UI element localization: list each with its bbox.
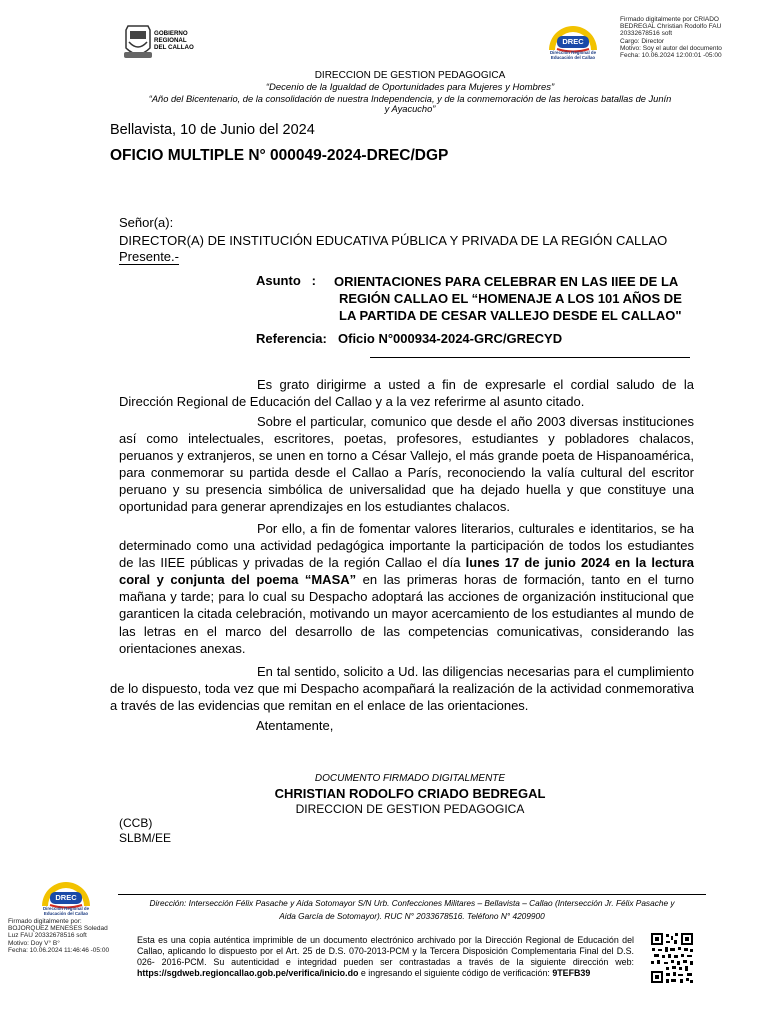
decenio-line: “Decenio de la Igualdad de Oportunidades para Mujeres y Hombres” xyxy=(265,82,555,93)
footer-drec-logo xyxy=(36,880,96,916)
asunto-line-3: LA PARTIDA DE CESAR VALLEJO DESDE EL CALLAO" xyxy=(339,308,682,323)
paragraph-1-text: Es grato dirigirme a usted a fin de expresarle el cordial saludo de la Dirección Regional de Educación del Callao y a la vez referirme al asunto citado. xyxy=(119,377,694,410)
drec-caption-line2: Educación del Callao xyxy=(550,54,596,60)
initials-ccb: (CCB) xyxy=(119,816,153,830)
footer-signature-stamp xyxy=(8,918,128,954)
paragraph-4-text: En tal sentido, solicito a Ud. las diligencias necesarias para el cumplimiento de lo dispuesto, toda vez que mi Despacho acompañará la realización de la actividad conmemorativa a través de las evidencias que remitan en el enlace de las orientaciones. xyxy=(110,664,694,714)
paragraph-3-bold: lunes 17 de junio 2024 en la lectura coral y conjunta del poema “MASA” xyxy=(119,555,694,588)
asunto-line-1: ORIENTACIONES PARA CELEBRAR EN LAS IIEE DE LA xyxy=(334,274,679,289)
initials-slbm: SLBM/EE xyxy=(119,831,172,845)
drec-logo xyxy=(543,24,603,60)
footer-address-line-1: Dirección: Intersección Félix Pasache y Aida Sotomayor S/N Urb. Confecciones Militares – Bellavista – Callao (Intersección Jr. Félix Pasache y xyxy=(149,898,675,908)
signed-digitally-note: DOCUMENTO FIRMADO DIGITALMENTE xyxy=(314,773,506,784)
paragraph-3 xyxy=(119,520,694,657)
stamp-line: Firmado digitalmente por CRIADO xyxy=(620,16,719,23)
verification-url[interactable]: https://sgdweb.regioncallao.gob.pe/verifica/inicio.do xyxy=(137,968,359,978)
paragraph-2 xyxy=(119,413,694,516)
qr-code-icon xyxy=(650,932,694,984)
footer-stamp-line: BOJORQUEZ MENESES Soledad xyxy=(8,925,108,933)
referencia-value: Oficio N°000934-2024-GRC/GRECYD xyxy=(338,331,563,346)
asunto-line-2: REGIÓN CALLAO EL “HOMENAJE A LOS 101 AÑOS DE xyxy=(339,291,682,306)
drec-badge-text: DREC xyxy=(562,37,584,46)
logo-text-line1: GOBIERNO xyxy=(154,30,188,37)
footer-stamp-line: Motivo: Doy V° B° xyxy=(8,939,60,947)
footer-logo-caption-1: Dirección Regional de xyxy=(42,906,90,911)
signer-name: CHRISTIAN RODOLFO CRIADO BEDREGAL xyxy=(274,786,546,801)
signer-office: DIRECCION DE GESTION PEDAGOGICA xyxy=(295,802,525,816)
anio-line-1: “Año del Bicentenario, de la consolidación de nuestra Independencia, y de la conmemoración de las heroicas batallas de Junín xyxy=(148,94,672,104)
asunto-label: Asunto : xyxy=(256,273,316,288)
verification-code: 9TEFB39 xyxy=(552,968,591,978)
footer-logo-caption-2: Educación del Callao xyxy=(43,910,89,916)
referencia-rule xyxy=(370,357,690,358)
notice-text-b: e ingresando el siguiente código de verificación: xyxy=(358,968,553,978)
stamp-line: 20332678516 soft xyxy=(620,30,673,38)
presente-label: Presente.- xyxy=(119,249,179,264)
salutation: Señor(a): xyxy=(119,215,174,230)
closing: Atentamente, xyxy=(256,718,334,733)
oficio-number: OFICIO MULTIPLE N° 000049-2024-DREC/DGP xyxy=(110,147,449,164)
recipient: DIRECTOR(A) DE INSTITUCIÓN EDUCATIVA PÚBLICA Y PRIVADA DE LA REGIÓN CALLAO xyxy=(119,233,668,248)
regional-government-logo xyxy=(120,22,200,62)
authenticity-notice xyxy=(137,935,634,979)
paragraph-4 xyxy=(110,663,694,714)
stamp-line: BEDREGAL Christian Rodolfo FAU xyxy=(620,23,722,31)
notice-text-a: Esta es una copia auténtica imprimible de un documento electrónico archivado por la Dirección Regional de Educación del Callao, aplicando lo dispuesto por el Art. 25 de D.S. 070-2013-PCM y la Tercera Disposición Complementaria Final del D.S. 026- 2016-PCM. Su autenticidad e integridad pueden ser contrastadas a través de la siguiente dirección web: xyxy=(137,935,634,967)
footer-address-line-2: Aida García de Sotomayor). RUC N° 2033678516. Teléfono N° 4209900 xyxy=(279,911,545,921)
place-date: Bellavista, 10 de Junio del 2024 xyxy=(110,122,315,138)
stamp-line: Cargo: Director xyxy=(620,37,665,45)
stamp-line: Motivo: Soy el autor del documento xyxy=(620,44,722,52)
logo-text-line2: REGIONAL xyxy=(154,37,187,44)
footer-stamp-line: Fecha: 10.06.2024 11:46:46 -05:00 xyxy=(8,946,110,954)
footer-stamp-line: Firmado digitalmente por: xyxy=(8,918,82,925)
referencia-label: Referencia: xyxy=(256,331,327,346)
paragraph-1 xyxy=(119,376,694,410)
anio-line-2: y Ayacucho” xyxy=(384,104,436,114)
digital-signature-stamp xyxy=(620,16,760,59)
stamp-line: Fecha: 10.06.2024 12:00:01 -05:00 xyxy=(620,52,722,60)
office-header: DIRECCION DE GESTION PEDAGOGICA xyxy=(314,70,506,81)
paragraph-3-text-a: Por ello, a fin de fomentar valores literarios, culturales e identitarios, se ha determinado como una actividad pedagógica importante la participación de todos los estudiantes de las IIEE públicas y privadas de la región Callao el día xyxy=(119,521,694,571)
footer-drec-badge-text: DREC xyxy=(55,893,77,902)
regional-shield-icon xyxy=(120,22,156,62)
paragraph-3-text-b: en las primeras horas de formación, tanto en el turno mañana y tarde; para lo cual su Despacho adoptará las acciones de organización institucional que garanticen la citada celebración, motivando un mayor acercamiento de los estudiantes al mundo de las letras en el marco del desarrollo de las competencias comunicativas, considerando las orientaciones anexas. xyxy=(119,572,694,656)
drec-caption-line1: Dirección Regional de xyxy=(549,50,597,55)
paragraph-2-text: Sobre el particular, comunico que desde el año 2003 diversas instituciones así como intelectuales, escritores, poetas, profesores, estudiantes y pobladores chalacos, peruanos y extranjeros, se unen en torno a César Vallejo, el más grande poeta de Hispanoamérica, para conmemorar su partida desde el Callao a París, reconociendo la valía cultural del escritor peruano y su presencia simbólica de universalidad que ha dejado huella y que constituye una oportunidad para generar aprendizajes en los estudiantes chalacos. xyxy=(119,414,694,515)
logo-text-line3: DEL CALLAO xyxy=(154,44,194,51)
footer-rule xyxy=(118,894,706,895)
footer-stamp-line: Luz FAU 20332678516 soft xyxy=(8,932,87,940)
